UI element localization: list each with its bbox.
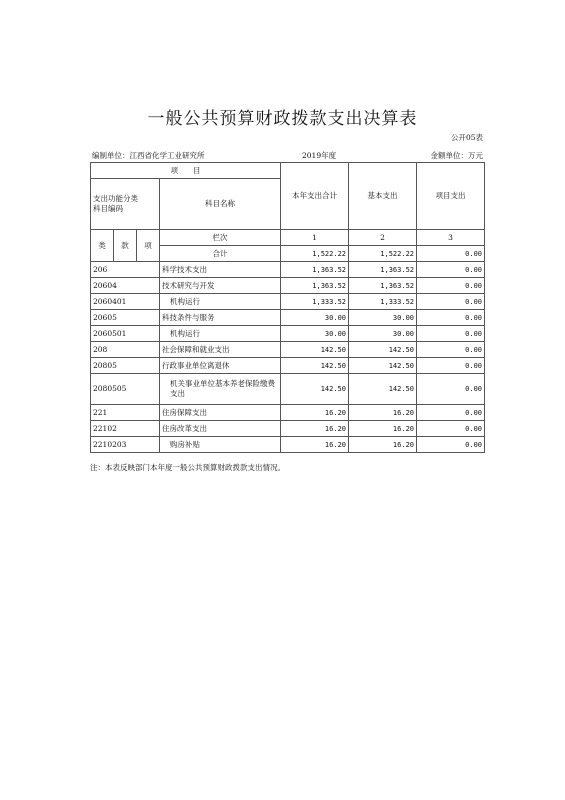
table-row	[91, 262, 485, 278]
row-name: 科学技术支出	[160, 262, 281, 278]
table-row	[91, 374, 485, 405]
row-basic: 30.00	[349, 310, 417, 326]
row-basic: 1,363.52	[349, 262, 417, 278]
xiang-header: 项	[137, 230, 160, 262]
row-project: 0.00	[417, 342, 485, 358]
row-code: 2060401	[91, 294, 160, 310]
row-basic: 1,333.52	[349, 294, 417, 310]
row-code: 20805	[91, 358, 160, 374]
row-project: 0.00	[417, 326, 485, 342]
col-project-header: 项目支出	[417, 163, 485, 230]
lanci-label: 栏次	[160, 230, 281, 246]
row-code: 20604	[91, 278, 160, 294]
row-total: 30.00	[281, 326, 349, 342]
total-amount: 1,522.22	[281, 246, 349, 262]
row-basic: 16.20	[349, 421, 417, 437]
row-project: 0.00	[417, 374, 485, 405]
lei-header: 类	[91, 230, 114, 262]
table-row	[91, 326, 485, 342]
row-project: 0.00	[417, 437, 485, 453]
row-total: 142.50	[281, 358, 349, 374]
header-row-project	[91, 163, 485, 179]
table-row	[91, 278, 485, 294]
row-project: 0.00	[417, 310, 485, 326]
col-number-2: 2	[349, 230, 417, 246]
row-code: 22102	[91, 421, 160, 437]
page-title: 一般公共预算财政拨款支出决算表	[147, 109, 418, 129]
row-project: 0.00	[417, 294, 485, 310]
money-unit: 金额单位：万元	[430, 151, 483, 160]
kuan-header: 款	[114, 230, 137, 262]
row-name: 科技条件与服务	[160, 310, 281, 326]
row-code: 2210203	[91, 437, 160, 453]
row-total: 16.20	[281, 437, 349, 453]
row-project: 0.00	[417, 405, 485, 421]
row-basic: 16.20	[349, 405, 417, 421]
func-code-header: 支出功能分类 科目编码	[91, 179, 160, 230]
row-basic: 142.50	[349, 342, 417, 358]
row-project: 0.00	[417, 262, 485, 278]
table-row	[91, 294, 485, 310]
row-total: 142.50	[281, 374, 349, 405]
col-number-3: 3	[417, 230, 485, 246]
table-row	[91, 437, 485, 453]
fiscal-year: 2019年度	[302, 151, 337, 160]
row-basic: 142.50	[349, 358, 417, 374]
col-total-header: 本年支出合计	[281, 163, 349, 230]
table-footnote: 注：本表反映部门本年度一般公共预算财政拨款支出情况。	[90, 463, 285, 472]
row-name: 住房保障支出	[160, 405, 281, 421]
row-code: 206	[91, 262, 160, 278]
table-row	[91, 358, 485, 374]
row-basic: 1,363.52	[349, 278, 417, 294]
expenditure-table	[90, 162, 485, 453]
row-total: 1,363.52	[281, 262, 349, 278]
row-project: 0.00	[417, 278, 485, 294]
total-project: 0.00	[417, 246, 485, 262]
project-header: 项 目	[91, 163, 281, 179]
total-label: 合计	[160, 246, 281, 262]
compiling-unit: 编制单位：江西省化学工业研究所	[92, 151, 205, 160]
table-row	[91, 405, 485, 421]
form-number: 公开05表	[450, 133, 483, 142]
row-name: 机构运行	[160, 326, 281, 342]
table-row	[91, 421, 485, 437]
row-code: 208	[91, 342, 160, 358]
row-basic: 30.00	[349, 326, 417, 342]
row-total: 1,333.52	[281, 294, 349, 310]
table-row	[91, 310, 485, 326]
row-name: 社会保障和就业支出	[160, 342, 281, 358]
row-total: 16.20	[281, 421, 349, 437]
row-total: 16.20	[281, 405, 349, 421]
row-name: 机关事业单位基本养老保险缴费支出	[160, 374, 281, 405]
row-total: 142.50	[281, 342, 349, 358]
header-row-lanci	[91, 230, 485, 246]
row-name: 购房补贴	[160, 437, 281, 453]
row-name: 机构运行	[160, 294, 281, 310]
row-name: 技术研究与开发	[160, 278, 281, 294]
col-basic-header: 基本支出	[349, 163, 417, 230]
total-basic: 1,522.22	[349, 246, 417, 262]
row-total: 30.00	[281, 310, 349, 326]
row-code: 221	[91, 405, 160, 421]
row-code: 2060501	[91, 326, 160, 342]
subject-name-header: 科目名称	[160, 179, 281, 230]
table-row	[91, 342, 485, 358]
row-project: 0.00	[417, 358, 485, 374]
row-total: 1,363.52	[281, 278, 349, 294]
row-name: 行政事业单位离退休	[160, 358, 281, 374]
row-code: 2080505	[91, 374, 160, 405]
row-name: 住房改革支出	[160, 421, 281, 437]
meta-bar	[90, 150, 483, 162]
col-number-1: 1	[281, 230, 349, 246]
row-code: 20605	[91, 310, 160, 326]
row-project: 0.00	[417, 421, 485, 437]
row-basic: 142.50	[349, 374, 417, 405]
row-basic: 16.20	[349, 437, 417, 453]
